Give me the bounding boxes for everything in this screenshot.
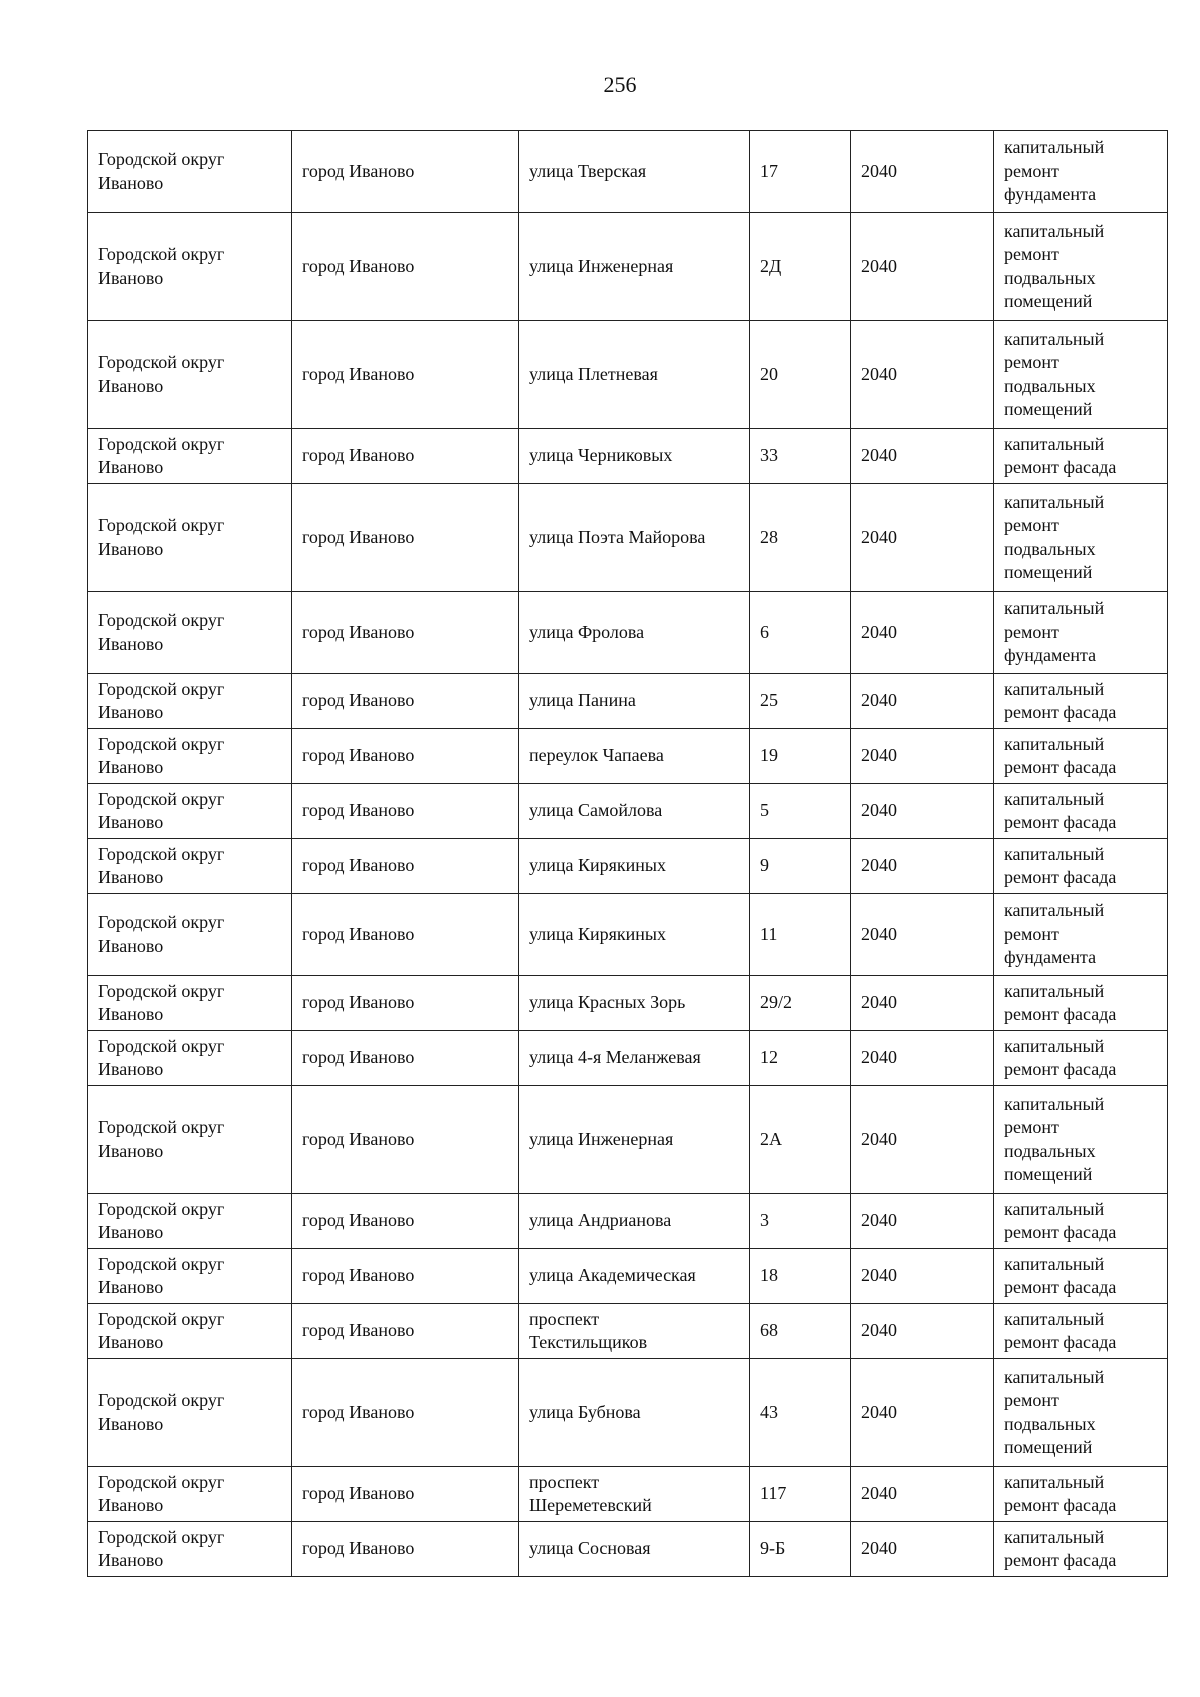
table-row xyxy=(88,1086,1168,1194)
district-cell: Городской округ Иваново xyxy=(88,1467,292,1522)
work-type-cell: капитальный ремонт фундамента xyxy=(994,131,1168,213)
year-cell: 2040 xyxy=(851,1086,994,1194)
city-cell: город Иваново xyxy=(292,894,519,976)
table-row xyxy=(88,1249,1168,1304)
year-cell: 2040 xyxy=(851,131,994,213)
street-cell: улица Инженерная xyxy=(519,1086,750,1194)
table-row xyxy=(88,1194,1168,1249)
district-cell: Городской округ Иваново xyxy=(88,131,292,213)
work-type-cell: капитальный ремонт фундамента xyxy=(994,894,1168,976)
work-type-cell: капитальный ремонт фасада xyxy=(994,976,1168,1031)
year-cell: 2040 xyxy=(851,674,994,729)
city-cell: город Иваново xyxy=(292,321,519,429)
year-cell: 2040 xyxy=(851,1031,994,1086)
year-cell: 2040 xyxy=(851,321,994,429)
year-cell: 2040 xyxy=(851,784,994,839)
year-cell: 2040 xyxy=(851,1359,994,1467)
street-cell: улица Андрианова xyxy=(519,1194,750,1249)
house-cell: 2А xyxy=(750,1086,851,1194)
table-row xyxy=(88,729,1168,784)
year-cell: 2040 xyxy=(851,213,994,321)
table-row xyxy=(88,839,1168,894)
city-cell: город Иваново xyxy=(292,1249,519,1304)
district-cell: Городской округ Иваново xyxy=(88,784,292,839)
house-cell: 5 xyxy=(750,784,851,839)
house-cell: 18 xyxy=(750,1249,851,1304)
district-cell: Городской округ Иваново xyxy=(88,592,292,674)
house-cell: 9-Б xyxy=(750,1522,851,1577)
year-cell: 2040 xyxy=(851,1249,994,1304)
table-row xyxy=(88,976,1168,1031)
city-cell: город Иваново xyxy=(292,784,519,839)
district-cell: Городской округ Иваново xyxy=(88,1359,292,1467)
table-row xyxy=(88,1467,1168,1522)
city-cell: город Иваново xyxy=(292,1304,519,1359)
city-cell: город Иваново xyxy=(292,1467,519,1522)
house-cell: 9 xyxy=(750,839,851,894)
work-type-cell: капитальный ремонт подвальных помещений xyxy=(994,484,1168,592)
year-cell: 2040 xyxy=(851,894,994,976)
district-cell: Городской округ Иваново xyxy=(88,839,292,894)
work-type-cell: капитальный ремонт фасада xyxy=(994,1031,1168,1086)
work-type-cell: капитальный ремонт фасада xyxy=(994,429,1168,484)
street-cell: улица 4-я Меланжевая xyxy=(519,1031,750,1086)
street-cell: улица Черниковых xyxy=(519,429,750,484)
table-row xyxy=(88,1304,1168,1359)
house-cell: 20 xyxy=(750,321,851,429)
house-cell: 28 xyxy=(750,484,851,592)
year-cell: 2040 xyxy=(851,729,994,784)
house-cell: 25 xyxy=(750,674,851,729)
work-type-cell: капитальный ремонт подвальных помещений xyxy=(994,213,1168,321)
street-cell: улица Поэта Майорова xyxy=(519,484,750,592)
work-type-cell: капитальный ремонт фасада xyxy=(994,1304,1168,1359)
table-row xyxy=(88,1359,1168,1467)
street-cell: улица Плетневая xyxy=(519,321,750,429)
house-cell: 43 xyxy=(750,1359,851,1467)
house-cell: 17 xyxy=(750,131,851,213)
city-cell: город Иваново xyxy=(292,674,519,729)
city-cell: город Иваново xyxy=(292,729,519,784)
house-cell: 12 xyxy=(750,1031,851,1086)
street-cell: улица Самойлова xyxy=(519,784,750,839)
table-body xyxy=(88,131,1168,1577)
page-number: 256 xyxy=(603,72,637,97)
house-cell: 2Д xyxy=(750,213,851,321)
year-cell: 2040 xyxy=(851,429,994,484)
year-cell: 2040 xyxy=(851,592,994,674)
district-cell: Городской округ Иваново xyxy=(88,976,292,1031)
city-cell: город Иваново xyxy=(292,1086,519,1194)
year-cell: 2040 xyxy=(851,1467,994,1522)
house-cell: 117 xyxy=(750,1467,851,1522)
house-cell: 68 xyxy=(750,1304,851,1359)
district-cell: Городской округ Иваново xyxy=(88,213,292,321)
work-type-cell: капитальный ремонт фасада xyxy=(994,674,1168,729)
street-cell: переулок Чапаева xyxy=(519,729,750,784)
street-cell: проспект Текстильщиков xyxy=(519,1304,750,1359)
year-cell: 2040 xyxy=(851,484,994,592)
table-row xyxy=(88,484,1168,592)
work-type-cell: капитальный ремонт фасада xyxy=(994,1249,1168,1304)
city-cell: город Иваново xyxy=(292,484,519,592)
district-cell: Городской округ Иваново xyxy=(88,484,292,592)
year-cell: 2040 xyxy=(851,839,994,894)
table-row xyxy=(88,213,1168,321)
table-row xyxy=(88,784,1168,839)
repair-schedule-table xyxy=(87,130,1168,1577)
house-cell: 11 xyxy=(750,894,851,976)
city-cell: город Иваново xyxy=(292,131,519,213)
street-cell: улица Панина xyxy=(519,674,750,729)
district-cell: Городской округ Иваново xyxy=(88,321,292,429)
year-cell: 2040 xyxy=(851,976,994,1031)
table-row xyxy=(88,894,1168,976)
table-row xyxy=(88,321,1168,429)
district-cell: Городской округ Иваново xyxy=(88,429,292,484)
street-cell: улица Академическая xyxy=(519,1249,750,1304)
street-cell: улица Инженерная xyxy=(519,213,750,321)
work-type-cell: капитальный ремонт подвальных помещений xyxy=(994,1359,1168,1467)
city-cell: город Иваново xyxy=(292,839,519,894)
table-row xyxy=(88,1522,1168,1577)
city-cell: город Иваново xyxy=(292,213,519,321)
district-cell: Городской округ Иваново xyxy=(88,729,292,784)
table-row xyxy=(88,131,1168,213)
year-cell: 2040 xyxy=(851,1304,994,1359)
district-cell: Городской округ Иваново xyxy=(88,1249,292,1304)
year-cell: 2040 xyxy=(851,1522,994,1577)
work-type-cell: капитальный ремонт подвальных помещений xyxy=(994,1086,1168,1194)
work-type-cell: капитальный ремонт фундамента xyxy=(994,592,1168,674)
district-cell: Городской округ Иваново xyxy=(88,674,292,729)
district-cell: Городской округ Иваново xyxy=(88,1522,292,1577)
district-cell: Городской округ Иваново xyxy=(88,1031,292,1086)
street-cell: улица Сосновая xyxy=(519,1522,750,1577)
city-cell: город Иваново xyxy=(292,1522,519,1577)
street-cell: улица Кирякиных xyxy=(519,839,750,894)
work-type-cell: капитальный ремонт фасада xyxy=(994,1522,1168,1577)
city-cell: город Иваново xyxy=(292,592,519,674)
work-type-cell: капитальный ремонт фасада xyxy=(994,1467,1168,1522)
work-type-cell: капитальный ремонт фасада xyxy=(994,729,1168,784)
city-cell: город Иваново xyxy=(292,1031,519,1086)
district-cell: Городской округ Иваново xyxy=(88,1086,292,1194)
street-cell: улица Красных Зорь xyxy=(519,976,750,1031)
city-cell: город Иваново xyxy=(292,1194,519,1249)
table-row xyxy=(88,592,1168,674)
city-cell: город Иваново xyxy=(292,429,519,484)
district-cell: Городской округ Иваново xyxy=(88,1194,292,1249)
street-cell: улица Тверская xyxy=(519,131,750,213)
work-type-cell: капитальный ремонт фасада xyxy=(994,784,1168,839)
house-cell: 33 xyxy=(750,429,851,484)
house-cell: 19 xyxy=(750,729,851,784)
district-cell: Городской округ Иваново xyxy=(88,1304,292,1359)
district-cell: Городской округ Иваново xyxy=(88,894,292,976)
year-cell: 2040 xyxy=(851,1194,994,1249)
house-cell: 6 xyxy=(750,592,851,674)
table-row xyxy=(88,429,1168,484)
table-row xyxy=(88,674,1168,729)
city-cell: город Иваново xyxy=(292,976,519,1031)
house-cell: 29/2 xyxy=(750,976,851,1031)
city-cell: город Иваново xyxy=(292,1359,519,1467)
street-cell: улица Фролова xyxy=(519,592,750,674)
work-type-cell: капитальный ремонт фасада xyxy=(994,1194,1168,1249)
house-cell: 3 xyxy=(750,1194,851,1249)
table-row xyxy=(88,1031,1168,1086)
work-type-cell: капитальный ремонт фасада xyxy=(994,839,1168,894)
work-type-cell: капитальный ремонт подвальных помещений xyxy=(994,321,1168,429)
street-cell: улица Бубнова xyxy=(519,1359,750,1467)
street-cell: улица Кирякиных xyxy=(519,894,750,976)
street-cell: проспект Шереметевский xyxy=(519,1467,750,1522)
